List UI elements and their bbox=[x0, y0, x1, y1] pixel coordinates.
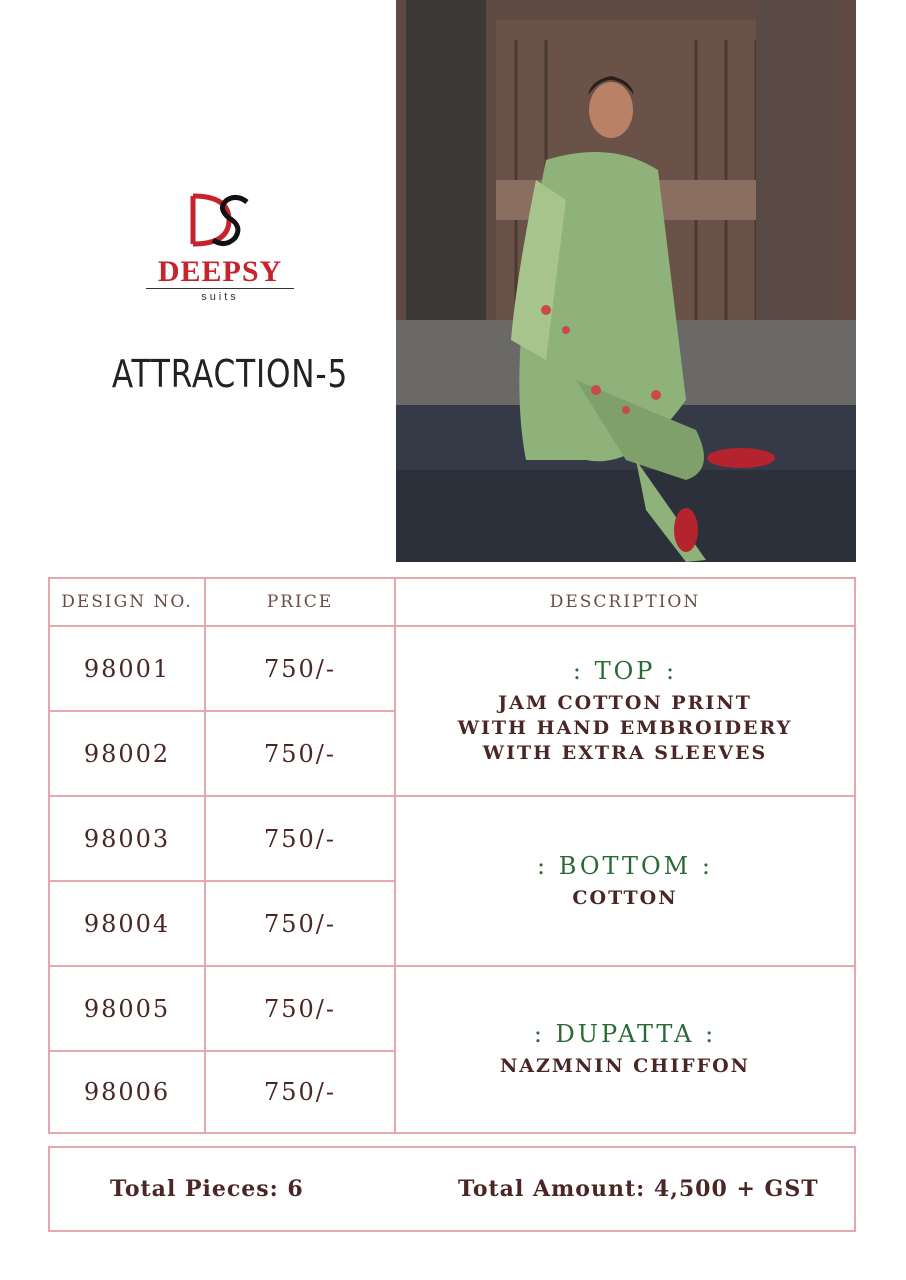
catalog-table bbox=[48, 577, 856, 1134]
description-title: : DUPATTA : bbox=[533, 1020, 717, 1048]
total-pieces: Total Pieces: 6 bbox=[110, 1176, 304, 1202]
description-dupatta bbox=[396, 967, 854, 1132]
description-title: : BOTTOM : bbox=[537, 851, 713, 880]
model-photo bbox=[396, 0, 856, 562]
description-line: WITH HAND EMBROIDERY bbox=[457, 716, 793, 739]
description-line: NAZMNIN CHIFFON bbox=[499, 1055, 751, 1077]
design-price: 750/- bbox=[263, 909, 336, 938]
design-price: 750/- bbox=[263, 1078, 336, 1106]
design-number: 98003 bbox=[83, 824, 171, 853]
header-description: DESCRIPTION bbox=[549, 592, 701, 612]
design-price: 750/- bbox=[263, 654, 336, 683]
description-top bbox=[396, 627, 854, 795]
design-price: 750/- bbox=[263, 994, 336, 1023]
description-line: JAM COTTON PRINT bbox=[498, 691, 752, 714]
design-number: 98001 bbox=[83, 654, 171, 683]
design-price: 750/- bbox=[263, 739, 336, 768]
design-price: 750/- bbox=[263, 824, 336, 853]
totals-box bbox=[48, 1146, 856, 1232]
description-line: WITH EXTRA SLEEVES bbox=[482, 741, 768, 764]
design-number: 98004 bbox=[83, 909, 171, 938]
design-number: 98006 bbox=[83, 1078, 171, 1106]
description-title: : TOP : bbox=[572, 656, 678, 685]
description-line: COTTON bbox=[572, 886, 678, 909]
brand-name: DEEPSY bbox=[157, 255, 283, 288]
brand-divider bbox=[146, 288, 294, 289]
ds-monogram-icon bbox=[185, 190, 255, 250]
brand-subtitle: suits bbox=[201, 291, 239, 303]
design-number: 98002 bbox=[83, 739, 171, 768]
description-bottom bbox=[396, 797, 854, 965]
brand-logo bbox=[60, 190, 380, 303]
collection-title: ATTRACTION-5 bbox=[111, 352, 349, 396]
header-design-no: DESIGN NO. bbox=[61, 592, 193, 612]
total-amount: Total Amount: 4,500 + GST bbox=[458, 1176, 819, 1202]
header-price: PRICE bbox=[266, 592, 334, 612]
design-number: 98005 bbox=[83, 994, 171, 1023]
